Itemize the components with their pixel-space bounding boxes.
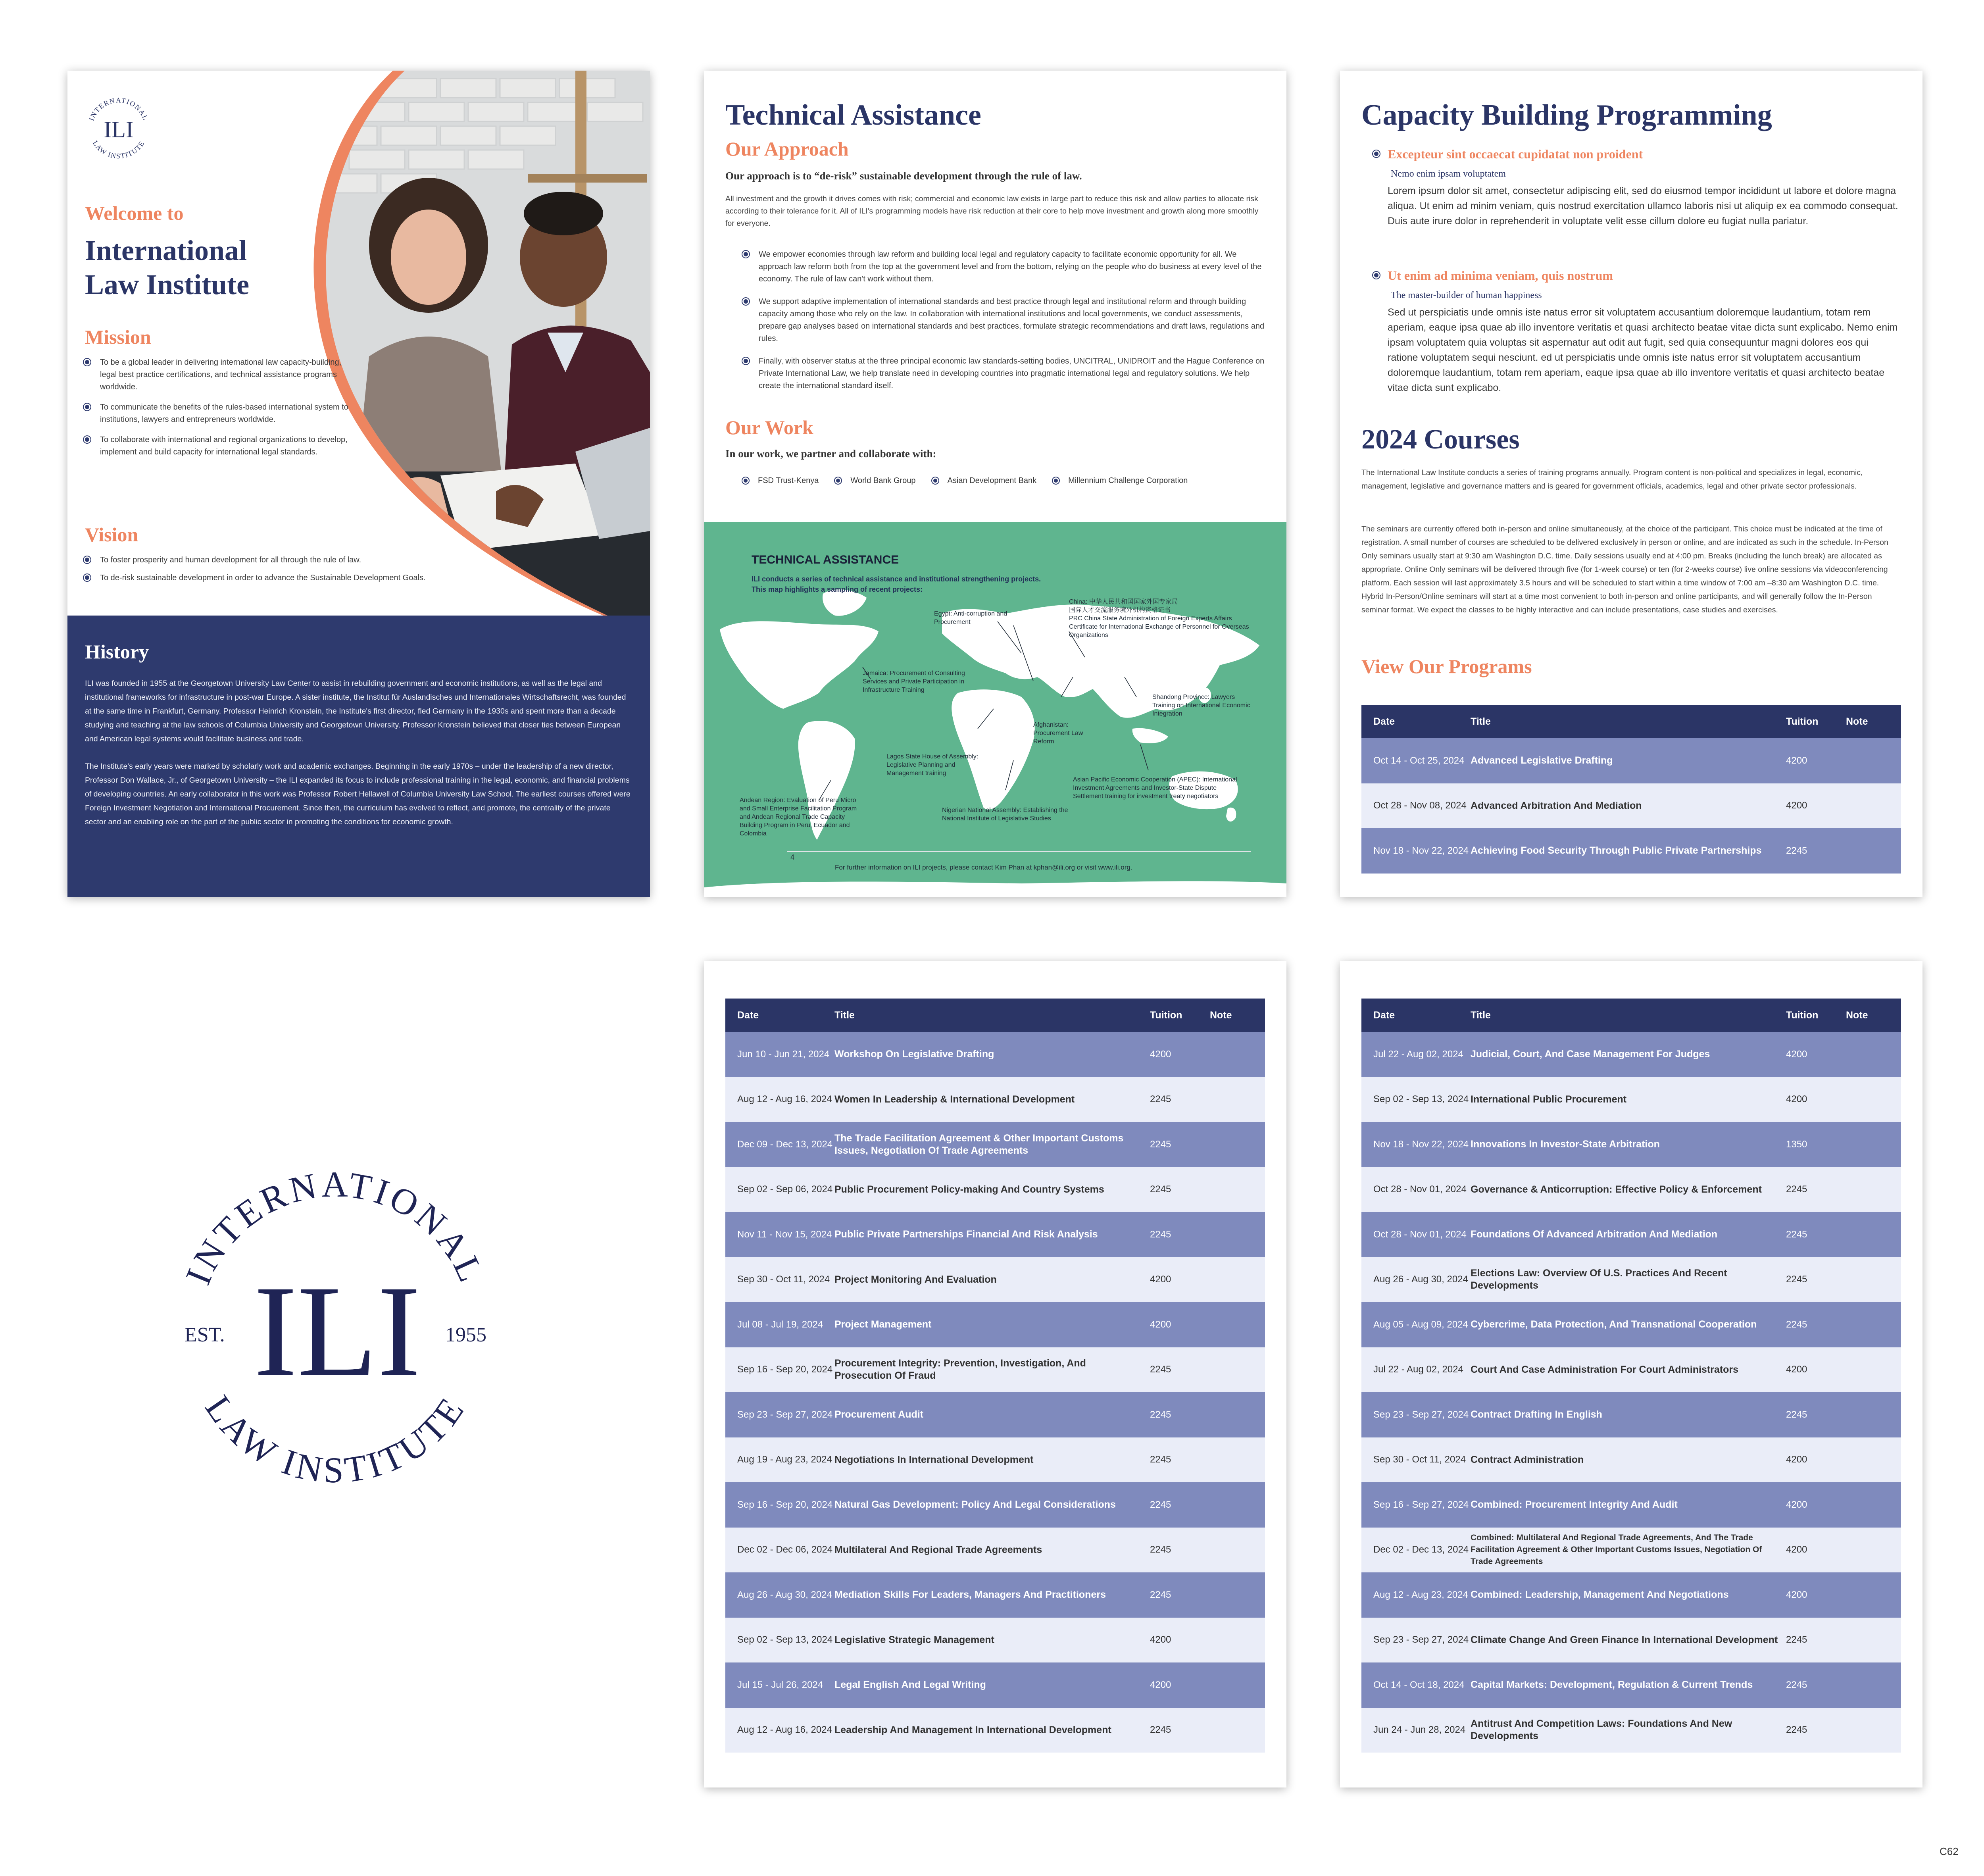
courses-table	[1361, 999, 1901, 1753]
table-row	[725, 1347, 1265, 1393]
ili-logo	[81, 91, 156, 167]
svg-text:INTERNATIONAL: INTERNATIONAL	[87, 96, 150, 122]
course-tuition: 2245	[1150, 1184, 1171, 1195]
mission-heading: Mission	[85, 326, 151, 348]
history-heading: History	[85, 641, 149, 663]
course-title: Cybercrime, Data Protection, And Transnational Cooperation	[1471, 1319, 1757, 1330]
page-title: Technical Assistance	[725, 99, 981, 131]
course-tuition: 4200	[1150, 1679, 1171, 1690]
mission-item: To communicate the benefits of the rules-based international system to institutions, lawyers and entrepreneurs worldwide.	[85, 401, 355, 426]
map-label-china-cn1: China: 中华人民共和国国家外国专家局	[1069, 598, 1178, 605]
course-date: Sep 02 - Sep 13, 2024	[1373, 1094, 1469, 1105]
course-title: Procurement Audit	[834, 1409, 924, 1420]
partner-item: Millennium Challenge Corporation	[1054, 476, 1188, 485]
course-tuition: 4200	[1786, 1499, 1807, 1510]
course-title: Judicial, Court, And Case Management For Judges	[1471, 1049, 1710, 1060]
course-tuition: 4200	[1786, 755, 1807, 766]
course-tuition: 2245	[1786, 1724, 1807, 1736]
table-row	[725, 1708, 1265, 1753]
partner-list	[744, 476, 1188, 485]
page-technical-assistance	[704, 71, 1286, 897]
map-label-china	[1069, 598, 1259, 639]
course-date: Oct 28 - Nov 01, 2024	[1373, 1184, 1467, 1195]
table-row	[725, 1302, 1265, 1347]
program-item-title: Excepteur sint occaecat cupidatat non proident	[1388, 147, 1899, 162]
map-footnote: For further information on ILI projects, please contact Kim Phan at kphan@ili.org or visit www.ili.org.	[835, 864, 1132, 871]
course-title: Advanced Legislative Drafting	[1471, 755, 1613, 766]
header-note: Note	[1846, 1009, 1868, 1021]
table-row	[725, 1392, 1265, 1437]
header-tuition: Tuition	[1786, 1009, 1819, 1021]
course-tuition: 4200	[1150, 1049, 1171, 1060]
course-title: Antitrust And Competition Laws: Foundations And New Developments	[1471, 1718, 1732, 1742]
table-row	[1361, 1167, 1901, 1212]
courses-heading: 2024 Courses	[1361, 424, 1520, 455]
course-date: Aug 26 - Aug 30, 2024	[737, 1589, 832, 1600]
map-label-egypt: Egypt: Anti-corruption and Procurement	[934, 610, 1007, 625]
course-tuition: 2245	[1786, 1184, 1807, 1195]
page-welcome	[67, 71, 650, 897]
course-date: Aug 19 - Aug 23, 2024	[737, 1454, 832, 1465]
course-tuition: 2245	[1786, 1634, 1807, 1645]
map-label-china-en: PRC China State Administration of Foreign Experts Affairs Certificate for International Exchange of Personnel for Overseas Organizations	[1069, 615, 1249, 639]
course-date: Sep 02 - Sep 13, 2024	[737, 1634, 833, 1645]
svg-text:ILI: ILI	[254, 1259, 421, 1404]
course-date: Nov 11 - Nov 15, 2024	[737, 1229, 832, 1240]
course-title: Public Procurement Policy-making And Country Systems	[834, 1183, 1104, 1195]
history-section	[67, 616, 650, 897]
svg-text:1955: 1955	[445, 1324, 486, 1346]
header-tuition: Tuition	[1150, 1009, 1182, 1021]
org-name-line2: Law Institute	[85, 269, 250, 300]
map-title: TECHNICAL ASSISTANCE	[752, 553, 899, 566]
course-tuition: 4200	[1786, 1589, 1807, 1600]
table-row	[1361, 1572, 1901, 1618]
course-date: Sep 16 - Sep 20, 2024	[737, 1364, 833, 1375]
approach-lead: Our approach is to “de-risk” sustainable development through the rule of law.	[725, 170, 1082, 182]
header-title: Title	[1471, 1009, 1491, 1021]
vision-item: To foster prosperity and human development for all through the rule of law.	[85, 554, 521, 566]
header-tuition: Tuition	[1786, 716, 1819, 727]
course-title: Capital Markets: Development, Regulation & Current Trends	[1471, 1679, 1753, 1691]
course-date: Oct 28 - Nov 01, 2024	[1373, 1229, 1467, 1240]
course-tuition: 2245	[1150, 1499, 1171, 1510]
approach-heading: Our Approach	[725, 138, 849, 160]
table-body	[725, 1032, 1265, 1753]
course-tuition: 4200	[1786, 800, 1807, 811]
course-date: Sep 30 - Oct 11, 2024	[1373, 1454, 1466, 1465]
approach-item: We support adaptive implementation of international standards and best practice through legal and institutional reform and through building capacity among those who rely on the law. In collaboration with international institutions and local governments, we conduct assessments, prepare gap analyses based on international standards and best practices, formulate strategic recommendations and draft laws, regulations and rules.	[744, 296, 1267, 345]
course-title: The Trade Facilitation Agreement & Other Important Customs Issues, Negotiation Of Trade Agreements	[834, 1132, 1124, 1156]
programs-heading: View Our Programs	[1361, 655, 1532, 677]
map-label-nigeria: Nigerian National Assembly: Establishing the National Institute of Legislative Studies	[942, 807, 1068, 822]
course-tuition: 2245	[1150, 1589, 1171, 1600]
course-date: Sep 23 - Sep 27, 2024	[1373, 1634, 1469, 1645]
course-title: Combined: Multilateral And Regional Trade Agreements, And The Trade Facilitation Agreement & Other Important Customs Issues, Negotiation Of Trade Agreements	[1471, 1533, 1762, 1566]
table-row	[725, 1122, 1265, 1167]
course-date: Dec 09 - Dec 13, 2024	[737, 1139, 833, 1150]
svg-text:INTERNATIONAL: INTERNATIONAL	[177, 1164, 493, 1291]
vision-item: To de-risk sustainable development in order to advance the Sustainable Development Goals.	[85, 572, 521, 584]
table-row	[725, 1437, 1265, 1483]
table-header	[1361, 999, 1901, 1032]
course-title: Governance & Anticorruption: Effective Policy & Enforcement	[1471, 1183, 1762, 1195]
partner-item: World Bank Group	[836, 476, 915, 485]
course-tuition: 2245	[1786, 1229, 1807, 1240]
course-tuition: 2245	[1786, 1274, 1807, 1285]
course-title: Contract Administration	[1471, 1454, 1584, 1465]
org-name-line1: International	[85, 235, 247, 266]
course-title: Natural Gas Development: Policy And Legal Considerations	[834, 1499, 1116, 1510]
course-title: Contract Drafting In English	[1471, 1409, 1602, 1420]
courses-table	[1361, 705, 1901, 874]
course-date: Oct 14 - Oct 18, 2024	[1373, 1679, 1465, 1690]
header-note: Note	[1846, 716, 1868, 727]
table-row	[725, 1212, 1265, 1257]
course-tuition: 4200	[1150, 1319, 1171, 1330]
mission-item: To collaborate with international and regional organizations to develop, implement and build capacity for international legal standards.	[85, 434, 355, 458]
course-date: Jul 15 - Jul 26, 2024	[737, 1679, 823, 1690]
course-tuition: 4200	[1786, 1049, 1807, 1060]
history-paragraph: The Institute's early years were marked by scholarly work and academic exchanges. Beginning in the early 1970s – under the leadership of a new director, Professor Don Wallace, Jr., of Georgetown University – the ILI expanded its focus to include professional training in the legal, economic, and financial problems of developing countries. An early collaborator in this work was Professor Robert Hellawell of Columbia University Law School. The earliest courses offered were Foreign Investment Negotiation and International Procurement. Since then, the curriculum has evolved to reflect, and promote, the centrality of the private sector and an enabling role on the part of the public sector in promoting the conditions for economic growth.	[85, 762, 631, 826]
welcome-heading: Welcome to	[85, 202, 184, 224]
table-row	[725, 1528, 1265, 1573]
course-date: Aug 12 - Aug 23, 2024	[1373, 1589, 1468, 1600]
course-tuition: 4200	[1786, 1364, 1807, 1375]
header-title: Title	[1471, 716, 1491, 727]
map-label-afghanistan: Afghanistan: Procurement Law Reform	[1033, 722, 1083, 745]
page-title: Capacity Building Programming	[1361, 99, 1772, 131]
course-title: Elections Law: Overview Of U.S. Practices And Recent Developments	[1471, 1268, 1727, 1291]
course-tuition: 2245	[1150, 1724, 1171, 1736]
map-label-shandong: Shandong Province: Lawyers Training on International Economic Integration	[1152, 694, 1250, 717]
table-row	[1361, 828, 1901, 874]
partner-item: Asian Development Bank	[933, 476, 1037, 485]
map-label-china-cn2: 国际人才交流服务境外机构资格证书	[1069, 607, 1171, 614]
course-tuition: 2245	[1150, 1139, 1171, 1150]
page-course-table-2	[1340, 961, 1922, 1787]
program-item-body: Lorem ipsum dolor sit amet, consectetur adipiscing elit, sed do eiusmod tempor incididunt ut labore et dolore magna aliqua. Ut enim ad minim veniam, quis nostrud exercitation ullamco laboris nisi ut aliquip ex ea commodo consequat. Duis aute irure dolor in reprehenderit in voluptate velit esse cillum dolore eu fugiat nulla pariatur.	[1388, 185, 1898, 227]
course-title: Combined: Procurement Integrity And Audit	[1471, 1499, 1678, 1510]
course-tuition: 4200	[1150, 1634, 1171, 1645]
table-body	[1361, 1032, 1901, 1753]
ili-seal-logo	[157, 1153, 514, 1510]
office-photo	[274, 71, 650, 634]
map-label-jamaica: Jamaica: Procurement of Consulting Services and Private Participation in Infrastructure Training	[863, 670, 965, 693]
course-date: Aug 05 - Aug 09, 2024	[1373, 1319, 1468, 1330]
program-item	[1388, 268, 1899, 395]
table-row	[725, 1032, 1265, 1077]
course-title: Foundations Of Advanced Arbitration And Mediation	[1471, 1229, 1718, 1240]
course-title: Mediation Skills For Leaders, Managers And Practitioners	[834, 1589, 1106, 1601]
course-date: Oct 14 - Oct 25, 2024	[1373, 755, 1465, 766]
course-tuition: 4200	[1786, 1544, 1807, 1555]
map-label-apec: Asian Pacific Economic Cooperation (APEC): International Investment Agreements and Investor-State Dispute Settlement training for investment treaty negotiators	[1073, 776, 1237, 800]
table-row	[1361, 1528, 1901, 1573]
course-tuition: 2245	[1150, 1409, 1171, 1420]
course-date: Aug 12 - Aug 16, 2024	[737, 1094, 832, 1105]
header-title: Title	[834, 1009, 855, 1021]
work-lead: In our work, we partner and collaborate with:	[725, 448, 936, 460]
work-heading: Our Work	[725, 416, 813, 439]
mission-item: To be a global leader in delivering international law capacity-building, legal best practice certifications, and technical assistance programs worldwide.	[85, 356, 355, 393]
course-tuition: 2245	[1786, 1679, 1807, 1690]
course-date: Dec 02 - Dec 13, 2024	[1373, 1544, 1469, 1555]
course-title: Legal English And Legal Writing	[834, 1679, 986, 1691]
approach-list	[744, 248, 1267, 400]
page-course-table-1	[704, 961, 1286, 1787]
table-row	[1361, 1212, 1901, 1257]
course-date: Jul 22 - Aug 02, 2024	[1373, 1364, 1463, 1375]
course-date: Nov 18 - Nov 22, 2024	[1373, 1139, 1469, 1150]
map-subtitle	[752, 574, 1109, 595]
table-body	[1361, 738, 1901, 874]
table-row	[725, 1257, 1265, 1303]
course-date: Jun 24 - Jun 28, 2024	[1373, 1724, 1466, 1736]
map-subtitle-line2: This map highlights a sampling of recent projects:	[752, 585, 923, 593]
mission-list	[85, 356, 355, 466]
map-label-andean: Andean Region: Evaluation of Peru Micro and Small Enterprise Facilitation Program and Andean Regional Trade Capacity Building Program in Peru, Ecuador and Colombia	[740, 797, 857, 837]
course-date: Sep 16 - Sep 20, 2024	[737, 1499, 833, 1510]
course-tuition: 2245	[1786, 1409, 1807, 1420]
table-row	[1361, 1392, 1901, 1437]
course-tuition: 1350	[1786, 1139, 1807, 1150]
header-date: Date	[1373, 716, 1395, 727]
course-title: Advanced Arbitration And Mediation	[1471, 800, 1642, 811]
course-date: Aug 12 - Aug 16, 2024	[737, 1724, 832, 1736]
history-paragraph: ILI was founded in 1955 at the Georgetown University Law Center to assist in rebuilding government and economic institutions, as well as the legal and institutional frameworks for infrastructure in post-war Europe. A sister institute, the Institut für Auslandisches und Internationales Wirtschaftsrecht, was founded at the same time in Frankfurt, Germany. Professor Heinrich Kronstein, the Institute's first director, fled Germany in the 1930s and spent more than a decade studying and teaching at the law schools of Columbia University and Georgetown University. Professor Kronstein believed that closer ties between European and American legal systems would facilitate business and trade.	[85, 679, 626, 743]
corner-label: C62	[1940, 1845, 1959, 1857]
course-title: Workshop On Legislative Drafting	[834, 1049, 994, 1060]
course-title: Public Private Partnerships Financial And Risk Analysis	[834, 1229, 1098, 1240]
table-row	[1361, 738, 1901, 783]
courses-table	[725, 999, 1265, 1753]
table-header	[1361, 705, 1901, 738]
course-date: Sep 30 - Oct 11, 2024	[737, 1274, 830, 1285]
header-date: Date	[737, 1010, 759, 1021]
course-title: Procurement Integrity: Prevention, Investigation, And Prosecution Of Fraud	[834, 1358, 1086, 1382]
table-row	[725, 1662, 1265, 1708]
svg-text:EST.: EST.	[185, 1324, 225, 1346]
table-row	[1361, 1302, 1901, 1347]
course-tuition: 4200	[1786, 1094, 1807, 1105]
program-item-body: Sed ut perspiciatis unde omnis iste natus error sit voluptatem accusantium doloremque laudantium, totam rem aperiam, eaque ipsa quae ab illo inventore veritatis et quasi architecto beatae vitae dicta sunt explicabo. Nemo enim ipsam voluptatem quia voluptas sit aspernatur aut odit aut fugit, sed quia consequuntur magni dolores eos qui ratione voluptatem sequi nesciunt. ed ut perspiciatis unde omnis iste natus error sit voluptatem accusantium doloremque laudantium, totam rem aperiam, eaque ipsa quae ab illo inventore veritatis et quasi architecto beatae vitae dicta sunt explicabo.	[1388, 307, 1898, 393]
table-row	[1361, 783, 1901, 829]
svg-text:ILI: ILI	[104, 116, 134, 142]
header-date: Date	[1373, 1010, 1395, 1021]
page-number: 4	[790, 853, 795, 861]
course-title: Leadership And Management In International Development	[834, 1724, 1111, 1736]
table-row	[1361, 1257, 1901, 1303]
course-title: Negotiations In International Development	[834, 1454, 1034, 1465]
page-capacity-building	[1340, 71, 1922, 897]
course-title: Project Management	[834, 1319, 932, 1330]
table-row	[725, 1482, 1265, 1528]
course-date: Jun 10 - Jun 21, 2024	[737, 1049, 830, 1060]
course-title: Court And Case Administration For Court Administrators	[1471, 1364, 1739, 1375]
approach-body: All investment and the growth it drives comes with risk; commercial and economic law exists in large part to reduce this risk and allow parties to allocate risk according to their tolerance for it. All of ILI's programming models have risk reduction at their core to help move investment and growth along more smoothly for everyone.	[725, 194, 1259, 228]
course-date: Dec 02 - Dec 06, 2024	[737, 1544, 833, 1555]
table-row	[1361, 1482, 1901, 1528]
course-date: Jul 22 - Aug 02, 2024	[1373, 1049, 1463, 1060]
courses-format: The seminars are currently offered both in-person and online simultaneously, at the choice of the participant. This choice must be indicated at the time of registration. A small number of courses are scheduled to be delivered exclusively in person or online, and are indicated as such in the schedule. In-Person Only seminars usually start at 9:30 am Washington D.C. time. Daily sessions usually end at 4:00 pm. Breaks (including the lunch break) are allocated as appropriate. Online Only seminars will be delivered through five (for 1-week course) or ten (for 2-weeks course) live online sessions via videoconferencing platform. Each session will last approximately 3.5 hours and will be scheduled to start within a time window of 7:00 am –8:30 am Washington D.C. time. Hybrid In-Person/Online seminars will start at a time most convenient to both in-person and online participants, and will generally follow the In-Person seminar format. We expect the classes to be highly interactive and can include presentations, case studies and exercises.	[1361, 525, 1888, 614]
course-tuition: 2245	[1150, 1454, 1171, 1465]
course-title: Women In Leadership & International Development	[834, 1093, 1075, 1105]
program-item-title: Ut enim ad minima veniam, quis nostrum	[1388, 268, 1899, 283]
course-date: Sep 16 - Sep 27, 2024	[1373, 1499, 1469, 1510]
course-date: Nov 18 - Nov 22, 2024	[1373, 845, 1469, 856]
org-name	[85, 233, 249, 302]
svg-text:LAW INSTITUTE: LAW INSTITUTE	[197, 1388, 473, 1491]
course-title: Climate Change And Green Finance In International Development	[1471, 1634, 1778, 1645]
table-row	[725, 1167, 1265, 1212]
approach-item: We empower economies through law reform and building local legal and regulatory capacity to facilitate economic opportunity for all. We approach law reform both from the top at the government level and from the bottom, relying on the people who do business at every level of the economy. The rule of law can't work without them.	[744, 248, 1267, 285]
course-tuition: 2245	[1150, 1544, 1171, 1555]
table-row	[1361, 1618, 1901, 1663]
map-label-lagos: Lagos State House of Assembly: Legislative Planning and Management training	[886, 753, 979, 777]
program-item-subtitle: Nemo enim ipsam voluptatem	[1391, 169, 1506, 179]
course-date: Sep 23 - Sep 27, 2024	[737, 1409, 833, 1420]
course-title: Achieving Food Security Through Public Private Partnerships	[1471, 845, 1762, 856]
table-row	[1361, 1437, 1901, 1483]
vision-list	[85, 554, 521, 592]
svg-text:LAW INSTITUTE: LAW INSTITUTE	[91, 139, 146, 160]
course-title: Project Monitoring And Evaluation	[834, 1274, 997, 1285]
vision-heading: Vision	[85, 523, 138, 546]
course-tuition: 4200	[1150, 1274, 1171, 1285]
program-item	[1388, 147, 1899, 229]
map-subtitle-line1: ILI conducts a series of technical assistance and institutional strengthening projects.	[752, 575, 1041, 583]
table-row	[1361, 1347, 1901, 1393]
course-tuition: 2245	[1150, 1229, 1171, 1240]
course-tuition: 4200	[1786, 1454, 1807, 1465]
course-tuition: 2245	[1150, 1364, 1171, 1375]
course-date: Sep 02 - Sep 06, 2024	[737, 1184, 833, 1195]
course-title: Combined: Leadership, Management And Negotiations	[1471, 1589, 1729, 1601]
course-tuition: 2245	[1150, 1094, 1171, 1105]
course-tuition: 2245	[1786, 845, 1807, 856]
table-row	[1361, 1708, 1901, 1753]
table-header	[725, 999, 1265, 1032]
course-tuition: 2245	[1786, 1319, 1807, 1330]
partner-item: FSD Trust-Kenya	[744, 476, 819, 485]
course-date: Jul 08 - Jul 19, 2024	[737, 1319, 823, 1330]
course-title: Innovations In Investor-State Arbitration	[1471, 1139, 1660, 1150]
table-row	[1361, 1032, 1901, 1077]
course-date: Sep 23 - Sep 27, 2024	[1373, 1409, 1469, 1420]
course-date: Aug 26 - Aug 30, 2024	[1373, 1274, 1468, 1285]
table-row	[725, 1618, 1265, 1663]
course-date: Oct 28 - Nov 08, 2024	[1373, 800, 1467, 811]
world-map-panel	[704, 522, 1286, 897]
table-row	[1361, 1122, 1901, 1167]
program-item-subtitle: The master-builder of human happiness	[1391, 290, 1542, 300]
approach-item: Finally, with observer status at the three principal economic law standards-setting bodies, UNCITRAL, UNIDROIT and the Hague Conference on Private International Law, we help translate need in developing countries into pragmatic international legal and regulatory solutions. We help create the international standard itself.	[744, 355, 1267, 392]
table-row	[1361, 1077, 1901, 1122]
course-title: Multilateral And Regional Trade Agreements	[834, 1544, 1042, 1555]
courses-intro: The International Law Institute conducts a series of training programs annually. Program content is non-political and specializes in legal, economic, management, legislative and governance matters and is geared for government officials, academics, legal and other private sector professionals.	[1361, 468, 1863, 491]
course-title: Legislative Strategic Management	[834, 1634, 994, 1645]
table-row	[1361, 1662, 1901, 1708]
course-title: International Public Procurement	[1471, 1093, 1627, 1105]
table-row	[725, 1572, 1265, 1618]
header-note: Note	[1210, 1009, 1232, 1021]
table-row	[725, 1077, 1265, 1122]
